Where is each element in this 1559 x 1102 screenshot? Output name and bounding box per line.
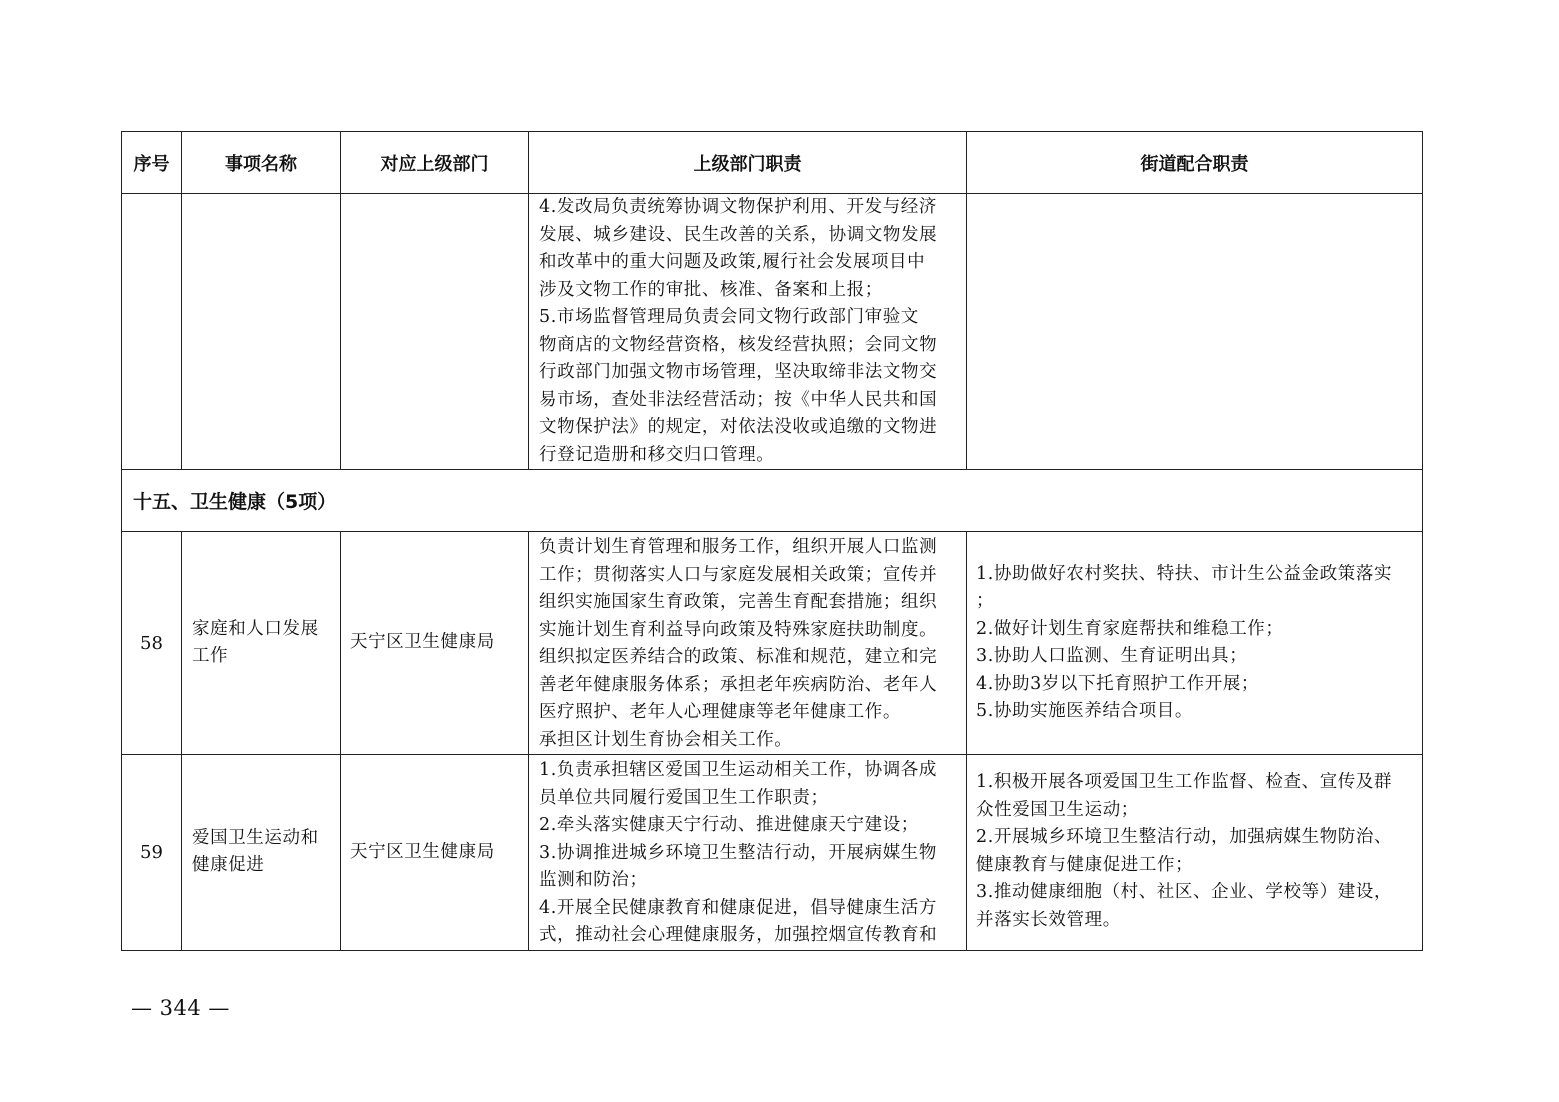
duty-line: 和改革中的重大问题及政策,履行社会发展项目中 (539, 252, 926, 272)
superior-dept-text: 天宁区卫生健康局 (350, 632, 495, 653)
name-line: 健康促进 (192, 855, 265, 876)
street-line: 3.协助人口监测、生育证明出具； (976, 646, 1248, 666)
serial-no-cell: 59 (122, 755, 182, 951)
table-row (122, 532, 1423, 755)
header-serial-no: 序号 (122, 132, 182, 194)
duty-line: 行登记造册和移交归口管理。 (539, 444, 775, 465)
duty-line: 实施计划生育利益导向政策及特殊家庭扶助制度。 (539, 619, 938, 640)
section-title: 十五、卫生健康（5项） (122, 470, 1423, 532)
serial-no-cell (122, 194, 182, 470)
duty-line: 1.负责承担辖区爱国卫生运动相关工作，协调各成 (539, 760, 937, 780)
header-street-duty: 街道配合职责 (967, 132, 1423, 194)
superior-dept-cell (341, 532, 529, 755)
duty-line: 易市场，查处非法经营活动；按《中华人民共和国 (539, 389, 938, 410)
duty-line: 善老年健康服务体系；承担老年疾病防治、老年人 (539, 674, 938, 695)
item-name-cell (182, 755, 341, 951)
superior-dept-text: 天宁区卫生健康局 (350, 841, 495, 862)
superior-duty-text (529, 755, 966, 950)
street-duty-text (967, 561, 1422, 726)
name-line: 工作 (192, 646, 229, 666)
duty-line: 承担区计划生育协会相关工作。 (539, 729, 793, 750)
street-duty-text (967, 755, 1422, 934)
superior-duty-text (529, 194, 966, 469)
duty-line: 行政部门加强文物市场管理，坚决取缔非法文物交 (539, 362, 938, 382)
name-line: 家庭和人口发展 (192, 618, 319, 639)
table-row-continued (122, 194, 1423, 470)
street-line: 3.推动健康细胞（村、社区、企业、学校等）建设， (976, 882, 1393, 902)
street-line: ； (976, 591, 995, 611)
superior-duty-text (529, 532, 966, 754)
duty-line: 组织实施国家生育政策，完善生育配套措施；组织 (539, 592, 938, 612)
superior-duty-cell (529, 532, 967, 755)
duty-line: 5.市场监督管理局负责会同文物行政部门审验文 (539, 307, 919, 327)
duty-line: 医疗照护、老年人心理健康等老年健康工作。 (539, 702, 901, 722)
street-line: 众性爱国卫生运动； (976, 799, 1139, 820)
duty-line: 4.发改局负责统筹协调文物保护利用、开发与经济 (539, 197, 937, 217)
item-name-cell (182, 532, 341, 755)
duty-line: 式，推动社会心理健康服务，加强控烟宣传教育和 (539, 925, 938, 945)
duty-line: 工作；贯彻落实人口与家庭发展相关政策；宣传并 (539, 564, 938, 585)
street-line: 4.协助3岁以下托育照护工作开展； (976, 673, 1260, 694)
street-duty-cell (967, 532, 1423, 755)
duty-line: 涉及文物工作的审批、核准、备案和上报； (539, 279, 883, 300)
street-line: 健康教育与健康促进工作； (976, 854, 1194, 875)
duty-line: 文物保护法》的规定，对依法没收或追缴的文物进 (539, 417, 938, 437)
item-name-text (182, 825, 340, 880)
street-duty-cell (967, 194, 1423, 470)
superior-duty-cell (529, 194, 967, 470)
duty-line: 4.开展全民健康教育和健康促进，倡导健康生活方 (539, 897, 937, 918)
superior-dept-cell (341, 755, 529, 951)
header-item-name: 事项名称 (182, 132, 341, 194)
street-line: 2.开展城乡环境卫生整洁行动，加强病媒生物防治、 (976, 827, 1393, 847)
section-heading-row (122, 470, 1423, 532)
table-row (122, 755, 1423, 951)
street-line: 1.协助做好农村奖扶、特扶、市计生公益金政策落实 (976, 563, 1393, 584)
item-name-text (182, 616, 340, 671)
duty-line: 发展、城乡建设、民生改善的关系，协调文物发展 (539, 224, 938, 245)
street-line: 2.做好计划生育家庭帮扶和维稳工作； (976, 618, 1284, 639)
header-superior-duty: 上级部门职责 (529, 132, 967, 194)
street-line: 5.协助实施医养结合项目。 (976, 701, 1193, 721)
street-duty-cell (967, 755, 1423, 951)
duty-line: 组织拟定医养结合的政策、标准和规范，建立和完 (539, 647, 938, 667)
duty-table (121, 131, 1423, 951)
duty-line: 3.协调推进城乡环境卫生整洁行动，开展病媒生物 (539, 842, 937, 863)
duty-line: 负责计划生育管理和服务工作，组织开展人口监测 (539, 537, 938, 557)
item-name-cell (182, 194, 341, 470)
duty-line: 员单位共同履行爱国卫生工作职责； (539, 787, 829, 808)
superior-dept-cell (341, 194, 529, 470)
serial-no-cell: 58 (122, 532, 182, 755)
page-number: — 344 — (131, 996, 230, 1020)
duty-line: 2.牵头落实健康天宁行动、推进健康天宁建设； (539, 815, 919, 835)
street-line: 并落实长效管理。 (976, 909, 1121, 930)
header-superior-dept: 对应上级部门 (341, 132, 529, 194)
duty-line: 物商店的文物经营资格，核发经营执照；会同文物 (539, 334, 938, 355)
superior-duty-cell (529, 755, 967, 951)
name-line: 爱国卫生运动和 (192, 827, 319, 848)
table-header-row (122, 132, 1423, 194)
duty-line: 监测和防治； (539, 870, 648, 890)
street-line: 1.积极开展各项爱国卫生工作监督、检查、宣传及群 (976, 772, 1393, 792)
